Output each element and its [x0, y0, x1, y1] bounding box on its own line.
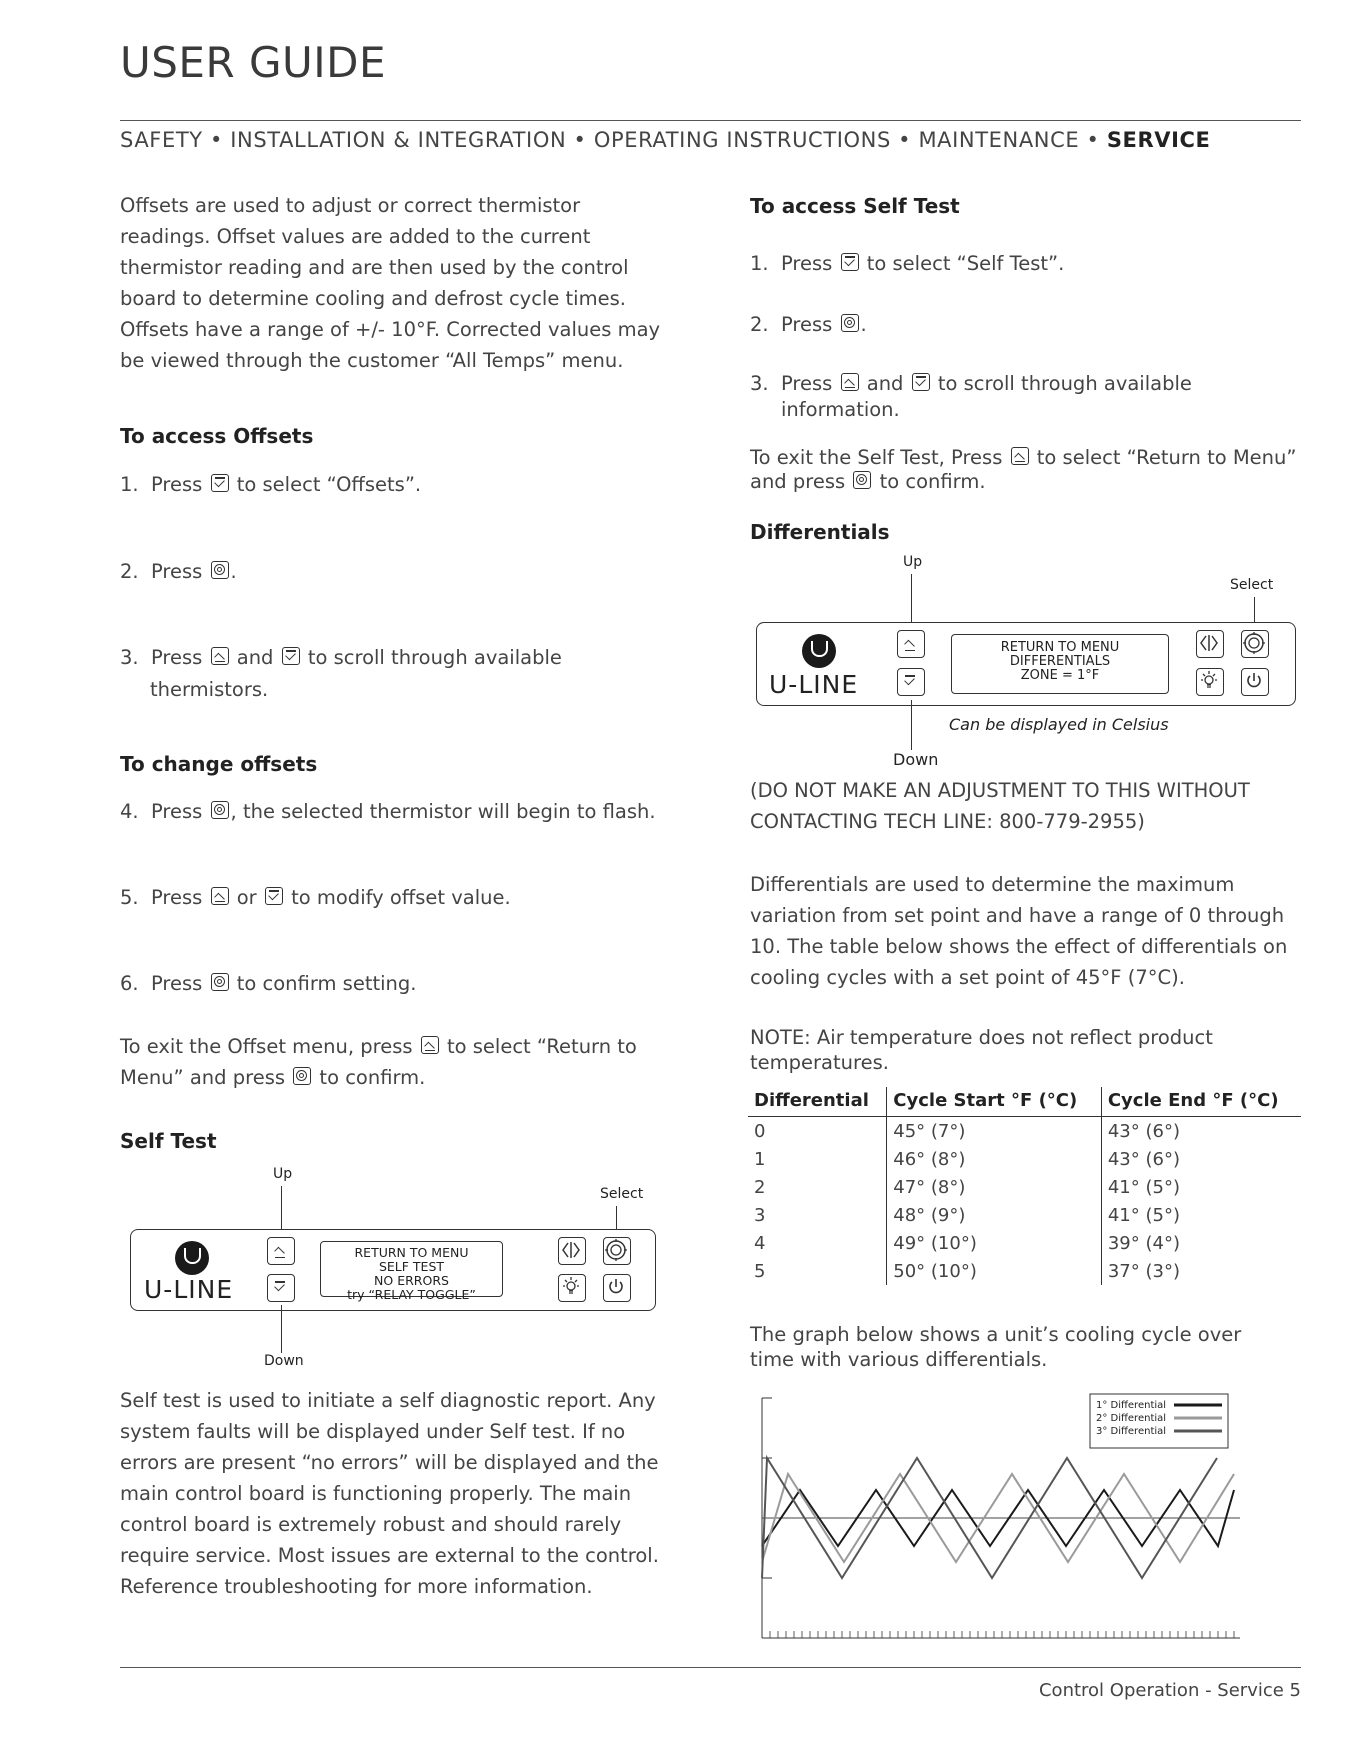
down-icon — [265, 887, 283, 905]
page-footer: Control Operation - Service 5 — [1038, 1680, 1301, 1701]
table-cell: 48° (9°) — [887, 1201, 1102, 1229]
offsets-step-1: 1. Press to select “Offsets”. — [120, 473, 422, 496]
table-row — [748, 1117, 1301, 1146]
offsets-step-3: 3. Press and to scroll through available — [120, 646, 562, 669]
up-icon — [421, 1036, 439, 1054]
up-icon — [841, 373, 859, 391]
self-test-description: Self test is used to initiate a self diagnostic report. Any system faults will be displayed under Self test. If no errors are present “no errors” will be displayed and the main control board is functioning properly. The main control board is extremely robust and should rarely require service. Most issues are external to the control. Reference troubleshooting for more information. — [120, 1389, 659, 1598]
self-test-step-3: 3. Press and to scroll through available — [750, 372, 1192, 395]
offsets-step-2: 2. Press . — [120, 560, 237, 583]
differentials-heading: Differentials — [750, 520, 890, 544]
table-row — [748, 1173, 1301, 1201]
cooling-cycle-graph — [750, 1390, 1250, 1645]
up-label: Up — [903, 554, 923, 570]
offsets-step-4: 4. Press , the selected thermistor will begin to flash. — [120, 800, 656, 823]
nav-separator: • — [890, 128, 919, 152]
page-title: USER GUIDE — [120, 38, 387, 87]
up-leader-line — [281, 1186, 282, 1230]
light-icon — [559, 1275, 583, 1299]
down-leader-line — [911, 700, 912, 750]
select-icon — [853, 471, 871, 489]
up-icon — [902, 635, 920, 653]
select-icon — [1242, 631, 1266, 655]
column-header: Cycle End °F (°C) — [1101, 1087, 1301, 1117]
lcd-display: RETURN TO MENU SELF TEST NO ERRORS try “RELAY TOGGLE” — [320, 1241, 503, 1297]
legend-entry: 3° Differential — [1096, 1426, 1167, 1437]
light-button — [558, 1274, 586, 1302]
up-icon — [211, 647, 229, 665]
table-cell: 43° (6°) — [1101, 1117, 1301, 1146]
techline-warning: (DO NOT MAKE AN ADJUSTMENT TO THIS WITHOUT CONTACTING TECH LINE: 800-779-2955) — [750, 779, 1250, 833]
self-test-step-2: 2. Press . — [750, 313, 867, 336]
power-icon — [604, 1275, 628, 1299]
table-cell: 50° (10°) — [887, 1257, 1102, 1285]
legend-entry: 1° Differential — [1096, 1400, 1167, 1411]
nav-separator: • — [1079, 128, 1107, 152]
light-icon — [1197, 669, 1221, 693]
up-label: Up — [273, 1166, 293, 1182]
table-row — [748, 1201, 1301, 1229]
down-button — [267, 1274, 295, 1302]
differentials-table — [748, 1087, 1301, 1285]
power-button — [603, 1274, 631, 1302]
select-button — [1241, 630, 1269, 658]
light-button — [1196, 668, 1224, 696]
self-test-exit-line-1: To exit the Self Test, Press to select “Return to Menu” — [750, 446, 1297, 469]
zone-icon — [559, 1238, 583, 1262]
header-rule — [120, 120, 1301, 121]
zone-button — [558, 1237, 586, 1265]
select-icon — [211, 801, 229, 819]
access-offsets-heading: To access Offsets — [120, 424, 314, 448]
select-icon — [211, 561, 229, 579]
table-cell: 47° (8°) — [887, 1173, 1102, 1201]
up-button — [897, 630, 925, 658]
down-icon — [841, 253, 859, 271]
table-cell: 5 — [754, 1260, 766, 1282]
down-icon — [902, 673, 920, 691]
table-cell: 3 — [754, 1204, 766, 1226]
offsets-exit-line-1: To exit the Offset menu, press to select “Return to — [120, 1035, 637, 1058]
power-button — [1241, 668, 1269, 696]
offsets-intro: Offsets are used to adjust or correct thermistor readings. Offset values are added to the current thermistor reading and are then used by the control board to determine cooling and defrost cycle times. Offsets have a range of +/- 10°F. Corrected values may be viewed through the customer “All Temps” menu. — [120, 194, 661, 372]
self-test-step-3-cont: information. — [781, 398, 900, 421]
table-row — [748, 1257, 1301, 1285]
offsets-step-6: 6. Press to confirm setting. — [120, 972, 417, 995]
select-label: Select — [1230, 577, 1274, 593]
select-icon — [604, 1238, 628, 1262]
table-cell: 45° (7°) — [887, 1117, 1102, 1146]
down-leader-line — [281, 1305, 282, 1353]
zone-icon — [1197, 631, 1221, 655]
table-cell: 43° (6°) — [1101, 1145, 1301, 1173]
up-leader-line — [911, 574, 912, 626]
access-self-test-heading: To access Self Test — [750, 194, 960, 218]
celsius-caption: Can be displayed in Celsius — [949, 715, 1169, 734]
down-icon — [272, 1279, 290, 1297]
power-icon — [1242, 669, 1266, 693]
select-label: Select — [600, 1186, 644, 1202]
up-icon — [211, 887, 229, 905]
table-cell: 41° (5°) — [1101, 1201, 1301, 1229]
table-cell: 1 — [754, 1148, 766, 1170]
air-temp-note: NOTE: Air temperature does not reflect product temperatures. — [750, 1026, 1213, 1074]
table-cell: 37° (3°) — [1101, 1257, 1301, 1285]
nav-item-service[interactable]: SERVICE — [1106, 128, 1211, 152]
down-label: Down — [264, 1353, 304, 1369]
self-test-exit-line-2: and press to confirm. — [750, 470, 986, 493]
footer-rule — [120, 1667, 1301, 1668]
u-line-logo-icon — [175, 1241, 209, 1275]
zone-button — [1196, 630, 1224, 658]
down-icon — [282, 647, 300, 665]
select-icon — [841, 314, 859, 332]
graph-legend — [1090, 1394, 1228, 1448]
table-cell: 41° (5°) — [1101, 1173, 1301, 1201]
table-row — [748, 1229, 1301, 1257]
up-button — [267, 1237, 295, 1265]
self-test-step-1: 1. Press to select “Self Test”. — [750, 252, 1065, 275]
nav-item-operating-instructions[interactable]: OPERATING INSTRUCTIONS — [593, 128, 891, 152]
select-button — [603, 1237, 631, 1265]
offsets-exit-line-2: Menu” and press to confirm. — [120, 1066, 426, 1089]
table-cell: 39° (4°) — [1101, 1229, 1301, 1257]
self-test-heading: Self Test — [120, 1129, 217, 1153]
select-icon — [211, 973, 229, 991]
table-cell: 2 — [754, 1176, 766, 1198]
down-icon — [912, 373, 930, 391]
section-nav — [120, 128, 1301, 152]
table-cell: 46° (8°) — [887, 1145, 1102, 1173]
nav-item-installation-integration[interactable]: INSTALLATION & INTEGRATION — [230, 128, 567, 152]
down-icon — [211, 474, 229, 492]
column-header: Differential — [748, 1087, 887, 1117]
table-row — [748, 1145, 1301, 1173]
table-cell: 0 — [754, 1120, 766, 1142]
nav-item-safety[interactable]: SAFETY — [120, 128, 203, 152]
nav-item-maintenance[interactable]: MAINTENANCE — [918, 128, 1080, 152]
up-icon — [1011, 447, 1029, 465]
table-header-row — [748, 1087, 1301, 1117]
down-label: Down — [893, 750, 939, 769]
differentials-description: Differentials are used to determine the maximum variation from set point and have a range of 0 through 10. The table below shows the effect of differentials on cooling cycles with a set point of 45°F (7°C). — [750, 873, 1288, 989]
table-cell: 49° (10°) — [887, 1229, 1102, 1257]
down-button — [897, 668, 925, 696]
lcd-display: RETURN TO MENU DIFFERENTIALS ZONE = 1°F — [951, 634, 1169, 694]
up-icon — [272, 1242, 290, 1260]
brand-name: U-LINE — [144, 1275, 234, 1304]
offsets-step-5: 5. Press or to modify offset value. — [120, 886, 511, 909]
u-line-logo-icon — [802, 634, 836, 668]
change-offsets-heading: To change offsets — [120, 752, 318, 776]
select-icon — [293, 1067, 311, 1085]
legend-entry: 2° Differential — [1096, 1413, 1167, 1424]
nav-separator: • — [202, 128, 231, 152]
graph-intro: The graph below shows a unit’s cooling cycle over time with various differentials. — [750, 1323, 1242, 1371]
nav-separator: • — [566, 128, 594, 152]
table-cell: 4 — [754, 1232, 766, 1254]
column-header: Cycle Start °F (°C) — [887, 1087, 1102, 1117]
offsets-step-3-cont: thermistors. — [150, 678, 269, 701]
brand-name: U-LINE — [769, 670, 859, 699]
